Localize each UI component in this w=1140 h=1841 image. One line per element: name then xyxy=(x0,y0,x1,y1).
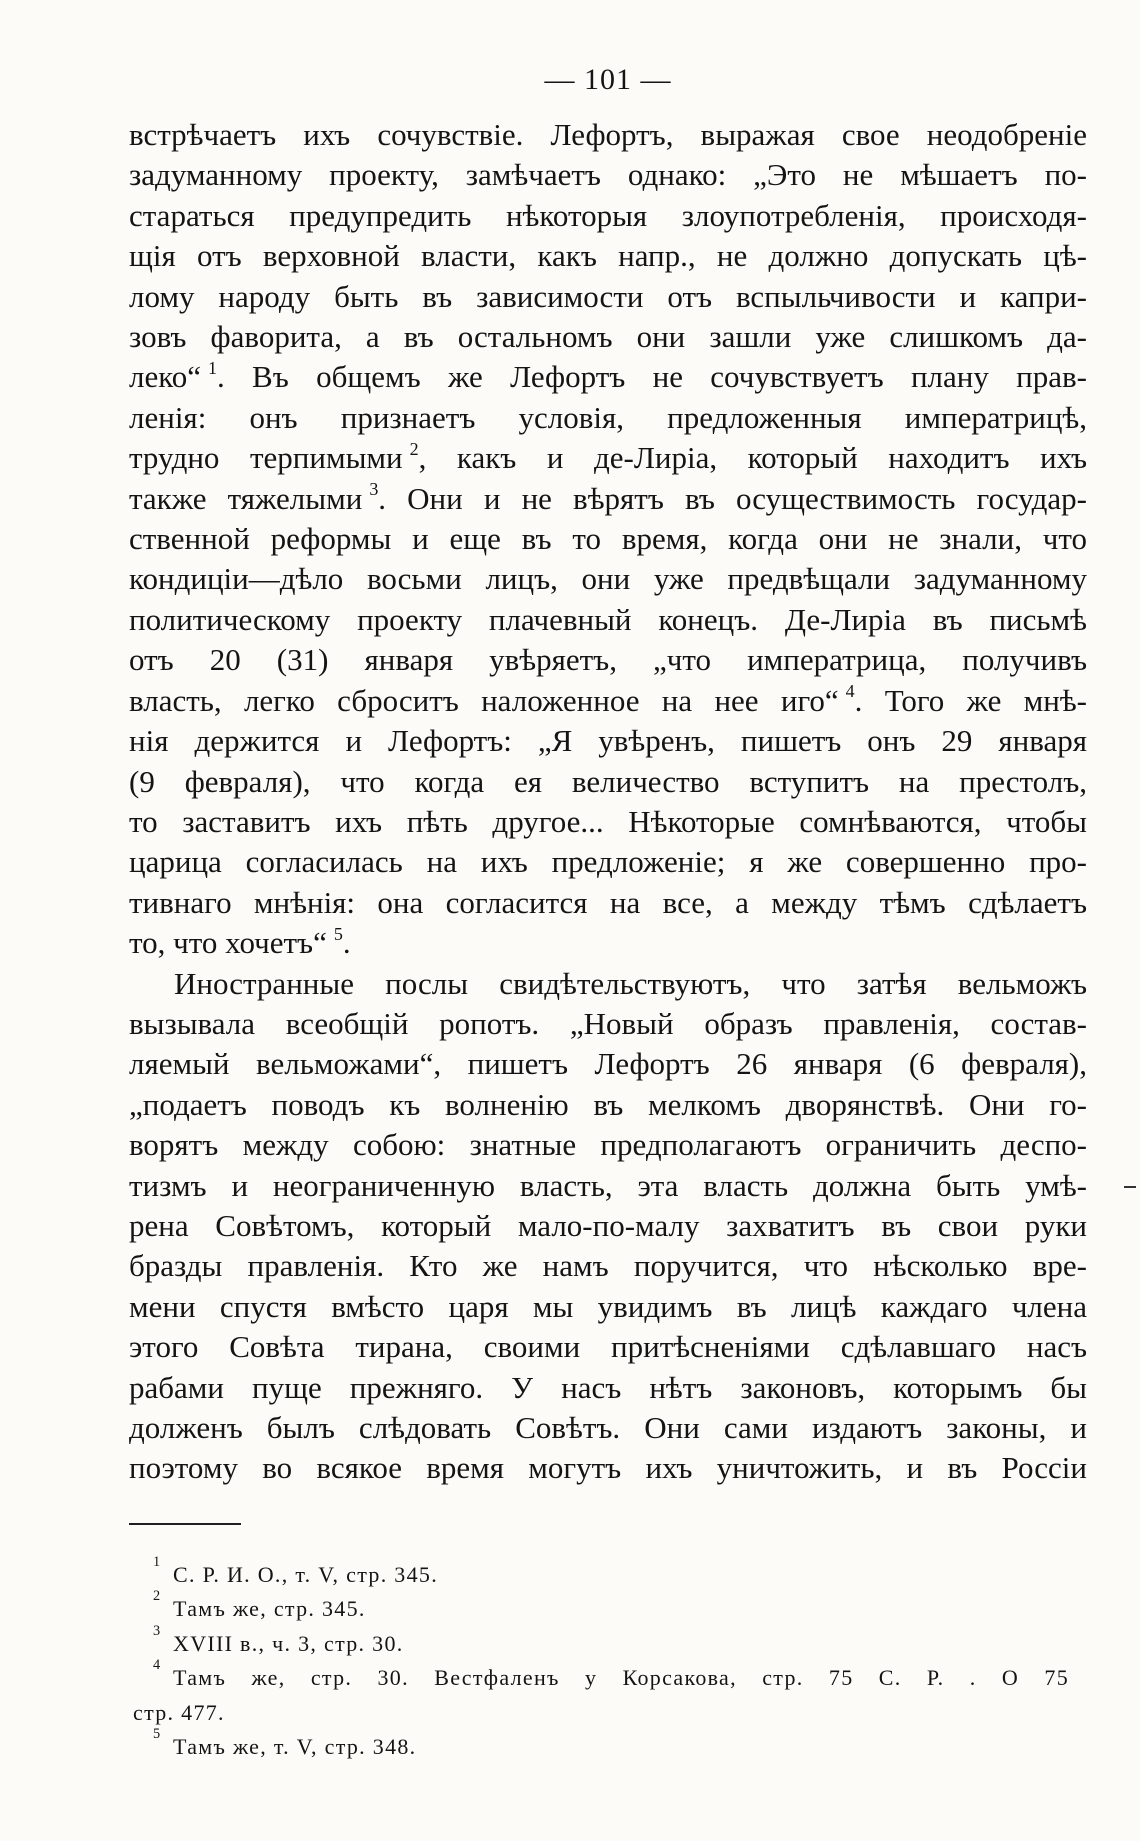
footnote-ref-4: 4 xyxy=(845,681,855,702)
footnote-text: Тамъ же, стр. 345. xyxy=(173,1596,366,1622)
text-line: тизмъ и неограниченную власть, эта власть должна быть умѣ- xyxy=(129,1167,1087,1203)
text-line: нія держится и Лефортъ: „Я увѣренъ, пишетъ онъ 29 января xyxy=(129,723,1087,759)
text-line: ляемый вельможами“, пишетъ Лефортъ 26 января (6 февраля), xyxy=(129,1046,1087,1082)
footnote-3: $^3$XVIII в., ч. 3, стр. 30. xyxy=(153,1622,404,1656)
text-segment: леко“ xyxy=(129,359,201,395)
footnote-text: Тамъ же, стр. 30. Вестфаленъ у Корсакова, стр. 75 С. Р. . О 75 xyxy=(173,1665,1069,1691)
text-line xyxy=(129,357,1087,397)
footnote-4-continuation: стр. 477. xyxy=(133,1699,225,1725)
footnote-5: $^5$Тамъ же, т. V, стр. 348. xyxy=(153,1725,417,1760)
text-line xyxy=(129,479,1087,519)
footnote-text: С. Р. И. О., т. V, стр. 345. xyxy=(173,1562,438,1587)
main-text xyxy=(129,115,1087,1489)
text-line: бразды правленія. Кто же намъ поручится, что нѣсколько вре- xyxy=(129,1248,1087,1284)
text-segment: , какъ и де-Лиріа, который находитъ ихъ xyxy=(418,440,1087,476)
text-line: то заставитъ ихъ пѣть другое... Нѣкоторые сомнѣваются, чтобы xyxy=(129,803,1087,839)
text-line: (9 февраля), что когда ея величество вступитъ на престолъ, xyxy=(129,763,1087,799)
text-segment: трудно терпимыми xyxy=(129,440,403,476)
text-line: тивнаго мнѣнія: она согласится на все, а между тѣмъ сдѣлаетъ xyxy=(129,884,1087,920)
text-line: лому народу быть въ зависимости отъ вспыльчивости и капри- xyxy=(129,278,1087,314)
text-line: ленія: онъ признаетъ условія, предложенныя императрицѣ, xyxy=(129,399,1087,435)
text-line: мени спустя вмѣсто царя мы увидимъ въ лицѣ каждаго члена xyxy=(129,1288,1087,1324)
text-segment: . Они и не вѣрятъ въ осуществимость государ- xyxy=(378,480,1087,516)
text-line: встрѣчаетъ ихъ сочувствіе. Лефортъ, выражая свое неодобреніе xyxy=(129,117,1087,152)
footnote-4: $^4$Тамъ же, стр. 30. Вестфаленъ у Корсакова, стр. 75 С. Р. . О 75 xyxy=(153,1657,1069,1691)
text-segment: . Въ общемъ же Лефортъ не сочувствуетъ плану прав- xyxy=(216,359,1087,395)
text-line: политическому проекту плачевный конецъ. Де-Лиріа въ письмѣ xyxy=(129,601,1087,637)
footnote-text: Тамъ же, т. V, стр. 348. xyxy=(173,1734,417,1760)
text-line: отъ 20 (31) января увѣряетъ, „что императрица, получивъ xyxy=(129,642,1087,678)
text-line: поэтому во всякое время могутъ ихъ уничтожить, и въ Россіи xyxy=(129,1450,1087,1486)
footnote-ref-5: 5 xyxy=(333,923,343,944)
text-segment: власть, легко сброситъ наложенное на нее иго“ xyxy=(129,682,839,718)
footnotes xyxy=(129,1553,1069,1764)
text-line: задуманному проекту, замѣчаетъ однако: „Это не мѣшаетъ по- xyxy=(129,157,1087,193)
text-line: зовъ фаворита, а въ остальномъ они зашли уже слишкомъ да- xyxy=(129,319,1087,355)
text-line: этого Совѣта тирана, своими притѣсненіями сдѣлавшаго насъ xyxy=(129,1329,1087,1365)
text-line: ственной реформы и еще въ то время, когда они не знали, что xyxy=(129,521,1087,557)
text-line: „подаетъ поводъ къ волненію въ мелкомъ дворянствѣ. Они го- xyxy=(129,1086,1087,1122)
text-line: ворятъ между собою: знатные предполагаютъ ограничить деспо- xyxy=(129,1127,1087,1163)
text-line xyxy=(129,681,1087,721)
text-line: рабами пуще прежняго. У насъ нѣтъ законовъ, которымъ бы xyxy=(129,1369,1087,1405)
text-line: царица согласилась на ихъ предложеніе; я же совершенно про- xyxy=(129,844,1087,880)
margin-mark xyxy=(1124,1186,1136,1188)
text-line xyxy=(129,438,1087,478)
footnote-ref-1: 1 xyxy=(207,357,217,378)
text-segment: . xyxy=(342,925,351,961)
text-line: вызывала всеобщій ропотъ. „Новый образъ правленія, состав- xyxy=(129,1005,1087,1041)
footnote-2: $^2$Тамъ же, стр. 345. xyxy=(153,1588,366,1622)
text-segment: также тяжелыми xyxy=(129,480,363,516)
text-line: долженъ былъ слѣдовать Совѣтъ. Они сами издаютъ законы, и xyxy=(129,1410,1087,1445)
paragraph-1 xyxy=(129,115,1087,964)
footnote-ref-2: 2 xyxy=(409,438,419,459)
footnote-ref-3: 3 xyxy=(369,479,379,500)
text-segment: . Того же мнѣ- xyxy=(854,682,1087,718)
text-line: рена Совѣтомъ, который мало-по-малу захватитъ въ свои руки xyxy=(129,1207,1087,1243)
text-line: Иностранные послы свидѣтельствуютъ, что затѣя вельможъ xyxy=(174,965,1087,1001)
footnote-text: XVIII в., ч. 3, стр. 30. xyxy=(173,1630,404,1656)
text-line: щія отъ верховной власти, какъ напр., не должно допускать цѣ- xyxy=(129,238,1087,274)
footnote-rule xyxy=(129,1523,241,1525)
page-number: — 101 — xyxy=(544,63,672,96)
paragraph-2 xyxy=(129,964,1087,1489)
text-line: кондиціи—дѣло восьми лицъ, они уже предвѣщали задуманному xyxy=(129,561,1087,597)
text-line xyxy=(129,923,1087,963)
text-line: стараться предупредить нѣкоторыя злоупотребленія, происходя- xyxy=(129,197,1087,233)
text-segment: то, что хочетъ“ xyxy=(129,925,327,961)
footnote-1: $^1$С. Р. И. О., т. V, стр. 345. xyxy=(153,1553,438,1587)
